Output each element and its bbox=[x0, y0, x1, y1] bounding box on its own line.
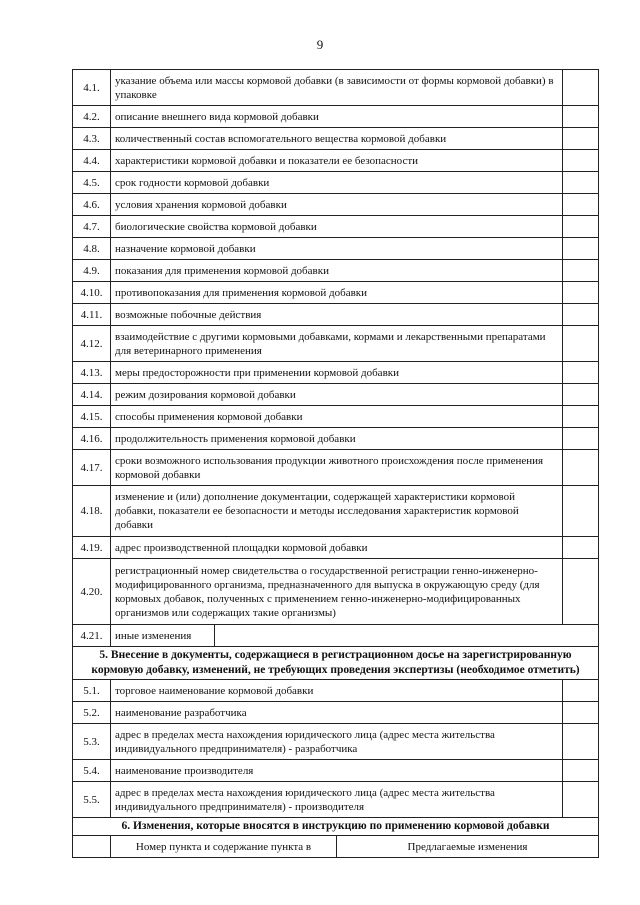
mark-checkbox-cell[interactable] bbox=[563, 106, 599, 128]
mark-checkbox-cell[interactable] bbox=[563, 216, 599, 238]
item-description: описание внешнего вида кормовой добавки bbox=[111, 106, 563, 128]
item-number: 4.14. bbox=[73, 384, 111, 406]
item-description: регистрационный номер свидетельства о государственной регистрации генно-инженерно-модифицированного организма, предназначенного для выпуска в окружающую среду (для кормовых добавок, полученных с применением генно-инженерно-модифицированных организмов или содержащих такие организмы) bbox=[111, 559, 563, 625]
mark-checkbox-cell[interactable] bbox=[563, 486, 599, 537]
table-row bbox=[73, 128, 599, 150]
item-description: наименование производителя bbox=[111, 760, 563, 782]
item-number: 4.4. bbox=[73, 150, 111, 172]
mark-checkbox-cell[interactable] bbox=[563, 406, 599, 428]
table-row bbox=[73, 194, 599, 216]
mark-checkbox-cell[interactable] bbox=[563, 172, 599, 194]
table-row bbox=[73, 384, 599, 406]
item-number: 4.20. bbox=[73, 559, 111, 625]
table-row bbox=[73, 702, 599, 724]
item-number: 4.18. bbox=[73, 486, 111, 537]
table-row bbox=[73, 486, 599, 537]
table-row bbox=[73, 282, 599, 304]
mark-checkbox-cell[interactable] bbox=[563, 559, 599, 625]
item-number: 5.4. bbox=[73, 760, 111, 782]
table-row bbox=[73, 362, 599, 384]
item-number: 5.5. bbox=[73, 782, 111, 818]
change-application-table bbox=[72, 69, 599, 858]
mark-checkbox-cell[interactable] bbox=[563, 428, 599, 450]
table-header-row bbox=[73, 836, 599, 858]
item-description: указание объема или массы кормовой добавки (в зависимости от формы кормовой добавки) в упаковке bbox=[111, 70, 563, 106]
mark-checkbox-cell[interactable] bbox=[563, 702, 599, 724]
table-row bbox=[73, 326, 599, 362]
section-heading-row bbox=[73, 647, 599, 680]
other-changes-field[interactable] bbox=[215, 625, 599, 647]
section-5-title: 5. Внесение в документы, содержащиеся в регистрационном досье на зарегистрированную кормовую добавку, изменений, не требующих проведения экспертизы (необходимое отметить) bbox=[73, 647, 599, 680]
mark-checkbox-cell[interactable] bbox=[563, 326, 599, 362]
item-number: 4.8. bbox=[73, 238, 111, 260]
item-description: биологические свойства кормовой добавки bbox=[111, 216, 563, 238]
mark-checkbox-cell[interactable] bbox=[563, 238, 599, 260]
mark-checkbox-cell[interactable] bbox=[563, 384, 599, 406]
item-description: адрес в пределах места нахождения юридического лица (адрес места жительства индивидуального предпринимателя) - производителя bbox=[111, 782, 563, 818]
item-number: 4.16. bbox=[73, 428, 111, 450]
item-number: 4.19. bbox=[73, 537, 111, 559]
table-row bbox=[73, 406, 599, 428]
table-row bbox=[73, 760, 599, 782]
page-number: 9 bbox=[316, 37, 324, 52]
item-number: 4.17. bbox=[73, 450, 111, 486]
item-description: меры предосторожности при применении кормовой добавки bbox=[111, 362, 563, 384]
item-number: 4.9. bbox=[73, 260, 111, 282]
item-description: сроки возможного использования продукции животного происхождения после применения кормовой добавки bbox=[111, 450, 563, 486]
item-number: 4.1. bbox=[73, 70, 111, 106]
mark-checkbox-cell[interactable] bbox=[563, 304, 599, 326]
item-number: 4.12. bbox=[73, 326, 111, 362]
item-description: иные изменения bbox=[111, 625, 215, 647]
item-number: 5.2. bbox=[73, 702, 111, 724]
item-number: 4.10. bbox=[73, 282, 111, 304]
item-description: режим дозирования кормовой добавки bbox=[111, 384, 563, 406]
section-heading-row bbox=[73, 818, 599, 836]
item-description: торговое наименование кормовой добавки bbox=[111, 680, 563, 702]
item-number: 5.1. bbox=[73, 680, 111, 702]
table-row bbox=[73, 260, 599, 282]
mark-checkbox-cell[interactable] bbox=[563, 782, 599, 818]
item-description: возможные побочные действия bbox=[111, 304, 563, 326]
section-6-title: 6. Изменения, которые вносятся в инструкцию по применению кормовой добавки bbox=[73, 818, 599, 836]
mark-checkbox-cell[interactable] bbox=[563, 362, 599, 384]
item-number: 4.2. bbox=[73, 106, 111, 128]
table-row bbox=[73, 625, 599, 647]
item-description: наименование разработчика bbox=[111, 702, 563, 724]
mark-checkbox-cell[interactable] bbox=[563, 282, 599, 304]
item-description: условия хранения кормовой добавки bbox=[111, 194, 563, 216]
item-description: показания для применения кормовой добавки bbox=[111, 260, 563, 282]
item-description: взаимодействие с другими кормовыми добавками, кормами и лекарственными препаратами для ветеринарного применения bbox=[111, 326, 563, 362]
item-number: 4.5. bbox=[73, 172, 111, 194]
table-row bbox=[73, 537, 599, 559]
item-description: адрес производственной площадки кормовой добавки bbox=[111, 537, 563, 559]
table-row bbox=[73, 70, 599, 106]
table-row bbox=[73, 106, 599, 128]
table-row bbox=[73, 680, 599, 702]
blank-cell bbox=[73, 836, 111, 858]
table-row bbox=[73, 150, 599, 172]
mark-checkbox-cell[interactable] bbox=[563, 537, 599, 559]
column-header-item: Номер пункта и содержание пункта в bbox=[111, 836, 337, 858]
item-description: адрес в пределах места нахождения юридического лица (адрес места жительства индивидуального предпринимателя) - разработчика bbox=[111, 724, 563, 760]
item-description: срок годности кормовой добавки bbox=[111, 172, 563, 194]
item-description: противопоказания для применения кормовой добавки bbox=[111, 282, 563, 304]
table-row bbox=[73, 216, 599, 238]
table-row bbox=[73, 450, 599, 486]
item-number: 4.11. bbox=[73, 304, 111, 326]
table-row bbox=[73, 559, 599, 625]
item-description: способы применения кормовой добавки bbox=[111, 406, 563, 428]
mark-checkbox-cell[interactable] bbox=[563, 128, 599, 150]
item-description: количественный состав вспомогательного вещества кормовой добавки bbox=[111, 128, 563, 150]
item-description: продолжительность применения кормовой добавки bbox=[111, 428, 563, 450]
mark-checkbox-cell[interactable] bbox=[563, 450, 599, 486]
table-row bbox=[73, 782, 599, 818]
mark-checkbox-cell[interactable] bbox=[563, 680, 599, 702]
table-row bbox=[73, 428, 599, 450]
item-number: 4.7. bbox=[73, 216, 111, 238]
item-description: изменение и (или) дополнение документации, содержащей характеристики кормовой добавки, показатели ее безопасности и методы исследования характеристик кормовой добавки bbox=[111, 486, 563, 537]
item-number: 4.3. bbox=[73, 128, 111, 150]
mark-checkbox-cell[interactable] bbox=[563, 760, 599, 782]
mark-checkbox-cell[interactable] bbox=[563, 70, 599, 106]
item-number: 4.13. bbox=[73, 362, 111, 384]
table-row bbox=[73, 724, 599, 760]
item-number: 4.21. bbox=[73, 625, 111, 647]
item-number: 4.6. bbox=[73, 194, 111, 216]
mark-checkbox-cell[interactable] bbox=[563, 260, 599, 282]
item-number: 4.15. bbox=[73, 406, 111, 428]
column-header-changes: Предлагаемые изменения bbox=[337, 836, 599, 858]
mark-checkbox-cell[interactable] bbox=[563, 194, 599, 216]
item-description: характеристики кормовой добавки и показатели ее безопасности bbox=[111, 150, 563, 172]
table-row bbox=[73, 238, 599, 260]
item-description: назначение кормовой добавки bbox=[111, 238, 563, 260]
table-row bbox=[73, 304, 599, 326]
item-number: 5.3. bbox=[73, 724, 111, 760]
table-row bbox=[73, 172, 599, 194]
mark-checkbox-cell[interactable] bbox=[563, 150, 599, 172]
mark-checkbox-cell[interactable] bbox=[563, 724, 599, 760]
